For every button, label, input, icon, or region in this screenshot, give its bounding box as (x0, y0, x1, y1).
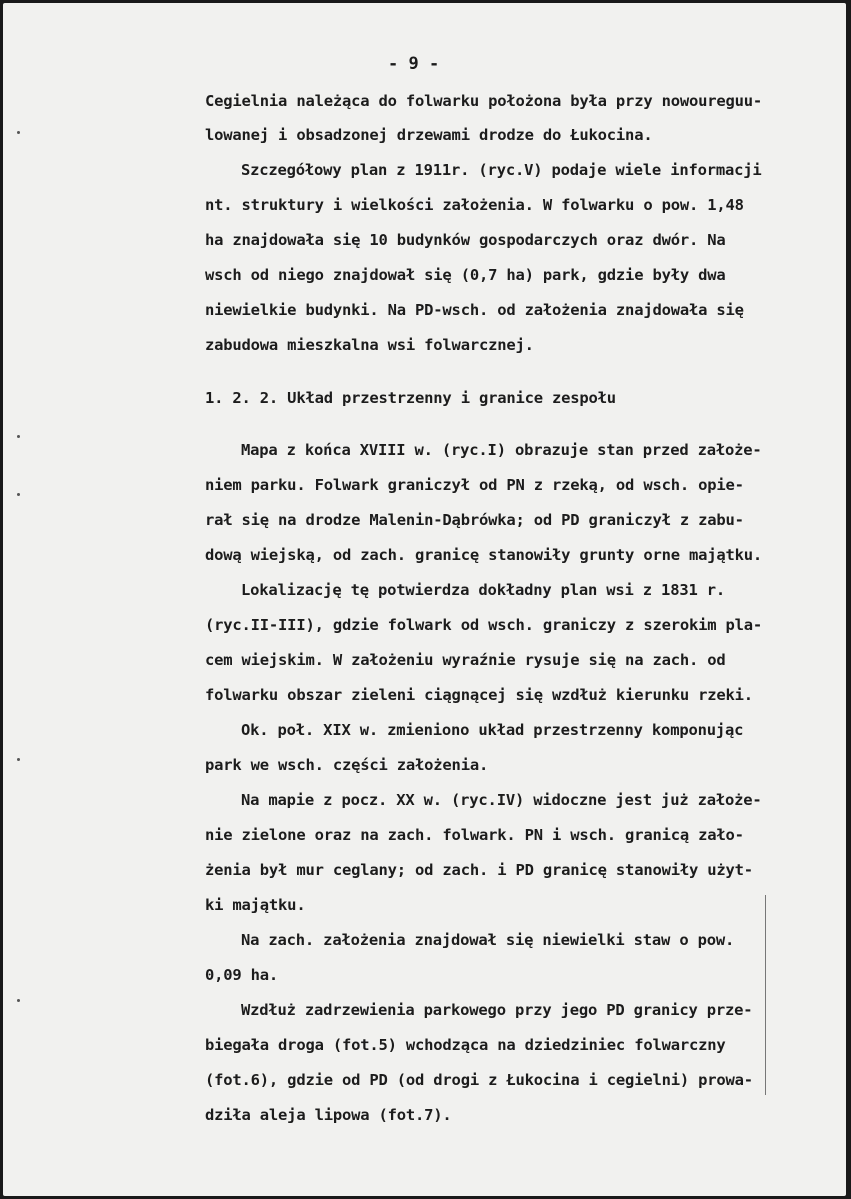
text-line: Lokalizację tę potwierdza dokładny plan wsi z 1831 r. (241, 581, 725, 599)
text-line: dową wiejską, od zach. granicę stanowiły grunty orne majątku. (205, 546, 763, 564)
text-line: żenia był mur ceglany; od zach. i PD granicę stanowiły użyt- (205, 861, 753, 879)
text-line: 0,09 ha. (205, 966, 279, 984)
page-number: - 9 - (388, 54, 440, 74)
text-line: lowanej i obsadzonej drzewami drodze do Łukocina. (205, 126, 653, 144)
text-line: Na zach. założenia znajdował się niewielki staw o pow. (241, 931, 735, 949)
text-line: ha znajdowała się 10 budynków gospodarczych oraz dwór. Na (205, 231, 726, 249)
margin-rule-line (765, 895, 766, 1095)
margin-punch-mark (17, 758, 20, 761)
text-line: cem wiejskim. W założeniu wyraźnie rysuje się na zach. od (205, 651, 726, 669)
margin-punch-mark (17, 493, 20, 496)
text-line: zabudowa mieszkalna wsi folwarcznej. (205, 336, 534, 354)
text-line: Mapa z końca XVIII w. (ryc.I) obrazuje stan przed założe- (241, 441, 762, 459)
text-line: park we wsch. części założenia. (205, 756, 489, 774)
text-line: (fot.6), gdzie od PD (od drogi z Łukocina i cegielni) prowa- (205, 1071, 753, 1089)
text-line: (ryc.II-III), gdzie folwark od wsch. graniczy z szerokim pla- (205, 616, 763, 634)
text-line: ki majątku. (205, 896, 306, 914)
margin-punch-mark (17, 999, 20, 1002)
text-line: rał się na drodze Malenin-Dąbrówka; od PD graniczył z zabu- (205, 511, 744, 529)
text-line: Na mapie z pocz. XX w. (ryc.IV) widoczne jest już założe- (241, 791, 762, 809)
text-line: dziła aleja lipowa (fot.7). (205, 1106, 452, 1124)
margin-punch-mark (17, 131, 20, 134)
text-line: niewielkie budynki. Na PD-wsch. od założenia znajdowała się (205, 301, 744, 319)
margin-punch-mark (17, 435, 20, 438)
text-line: nt. struktury i wielkości założenia. W folwarku o pow. 1,48 (205, 196, 744, 214)
text-line: folwarku obszar zieleni ciągnącej się wzdłuż kierunku rzeki. (205, 686, 753, 704)
text-line: Wzdłuż zadrzewienia parkowego przy jego PD granicy prze- (241, 1001, 753, 1019)
text-line: wsch od niego znajdował się (0,7 ha) park, gdzie były dwa (205, 266, 726, 284)
text-line: biegała droga (fot.5) wchodząca na dziedziniec folwarczny (205, 1036, 726, 1054)
document-page (3, 3, 846, 1196)
text-line: Ok. poł. XIX w. zmieniono układ przestrzenny komponując (241, 721, 744, 739)
section-heading: 1. 2. 2. Układ przestrzenny i granice zespołu (205, 389, 616, 407)
text-line: Cegielnia należąca do folwarku położona była przy nowoureguu- (205, 92, 763, 110)
text-line: nie zielone oraz na zach. folwark. PN i wsch. granicą zało- (205, 826, 744, 844)
text-line: Szczegółowy plan z 1911r. (ryc.V) podaje wiele informacji (241, 161, 762, 179)
text-line: niem parku. Folwark graniczył od PN z rzeką, od wsch. opie- (205, 476, 744, 494)
